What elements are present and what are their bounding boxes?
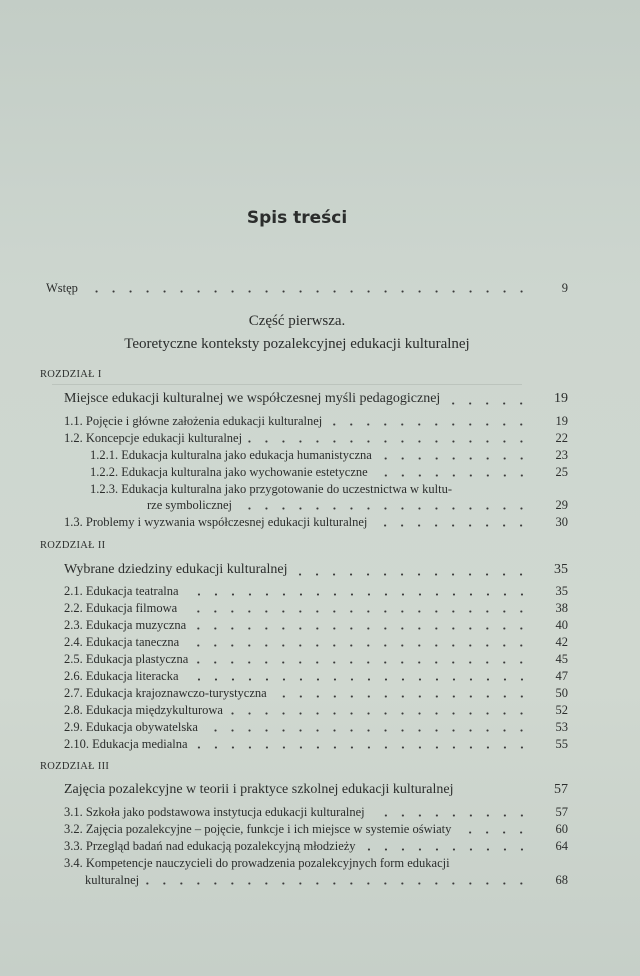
chapter-label: ROZDZIAŁ II xyxy=(40,540,106,551)
page-number: 53 xyxy=(555,720,568,734)
toc-entry xyxy=(64,838,568,854)
entry-label: 2.4. Edukacja taneczna xyxy=(64,635,180,649)
entry-label: 3.3. Przegląd badań nad edukacją pozalekcyjną młodzieży xyxy=(64,839,356,853)
page-number: 19 xyxy=(554,391,568,406)
page-number: 30 xyxy=(555,515,568,529)
divider xyxy=(52,384,522,385)
toc-entry xyxy=(64,651,568,667)
toc-entry xyxy=(64,702,568,718)
dot-leader xyxy=(328,414,530,426)
page-title: Spis treści xyxy=(246,208,348,228)
toc-entry xyxy=(64,514,568,530)
entry-label: 1.2.3. Edukacja kulturalna jako przygotowanie do uczestnictwa w kultu- xyxy=(90,482,453,496)
entry-label: 2.3. Edukacja muzyczna xyxy=(64,618,187,632)
page-number: 55 xyxy=(555,737,568,751)
toc-entry xyxy=(64,617,568,633)
entry-label: 2.8. Edukacja międzykulturowa xyxy=(64,703,223,717)
toc-entry-intro xyxy=(46,280,568,296)
dot-leader xyxy=(194,737,530,749)
chapter-title-row xyxy=(64,390,568,408)
page-number: 35 xyxy=(554,562,568,577)
entry-label: 1.2. Koncepcje edukacji kulturalnej xyxy=(64,431,243,445)
dot-leader xyxy=(204,720,530,732)
entry-label: 2.9. Edukacja obywatelska xyxy=(64,720,198,734)
dot-leader xyxy=(457,822,530,834)
toc-entry xyxy=(85,872,568,888)
dot-leader xyxy=(185,635,530,647)
chapter-title-row xyxy=(64,561,568,579)
page-number: 25 xyxy=(555,465,568,479)
dot-leader xyxy=(446,393,530,405)
page-number: 50 xyxy=(555,686,568,700)
entry-label-continued: rze symbolicznej xyxy=(147,498,233,512)
page-number: 29 xyxy=(555,498,568,512)
toc-entry xyxy=(64,821,568,837)
entry-label: 3.4. Kompetencje nauczycieli do prowadzenia pozalekcyjnych form edukacji xyxy=(64,856,450,870)
dot-leader xyxy=(229,703,530,715)
page-number: 22 xyxy=(555,431,568,445)
dot-leader xyxy=(185,669,530,681)
chapter-label: ROZDZIAŁ I xyxy=(40,369,102,380)
chapter-title: Zajęcia pozalekcyjne w teorii i praktyce szkolnej edukacji kulturalnej xyxy=(64,782,454,797)
dot-leader xyxy=(374,465,530,477)
toc-entry xyxy=(64,736,568,752)
chapter-label: ROZDZIAŁ III xyxy=(40,761,110,772)
entry-label: 2.1. Edukacja teatralna xyxy=(64,584,179,598)
toc-entry xyxy=(64,430,568,446)
page-number: 42 xyxy=(555,635,568,649)
toc-entry xyxy=(64,600,568,616)
entry-label: 1.2.1. Edukacja kulturalna jako edukacja humanistyczna xyxy=(90,448,372,462)
page-number: 9 xyxy=(561,281,568,295)
page-number: 40 xyxy=(555,618,568,632)
dot-leader xyxy=(371,805,530,817)
dot-leader xyxy=(378,448,530,460)
dot-leader xyxy=(183,601,530,613)
dot-leader xyxy=(192,618,530,630)
page-number: 57 xyxy=(554,782,568,797)
entry-label: 2.2. Edukacja filmowa xyxy=(64,601,178,615)
page-number: 57 xyxy=(555,805,568,819)
part-subtitle: Teoretyczne konteksty pozalekcyjnej edukacji kulturalnej xyxy=(124,336,470,352)
entry-label: 2.5. Edukacja plastyczna xyxy=(64,652,189,666)
chapter-title-row xyxy=(64,781,568,799)
entry-label: 1.1. Pojęcie i główne założenia edukacji kulturalnej xyxy=(64,414,323,428)
dot-leader xyxy=(248,431,530,443)
entry-label: 2.6. Edukacja literacka xyxy=(64,669,179,683)
dot-leader xyxy=(185,584,530,596)
page-number: 45 xyxy=(555,652,568,666)
dot-leader xyxy=(293,564,530,576)
entry-label-continued: kulturalnej xyxy=(85,873,140,887)
dot-leader xyxy=(238,498,530,510)
chapter-title: Miejsce edukacji kulturalnej we współczesnej myśli pedagogicznej xyxy=(64,391,441,406)
entry-label: 1.2.2. Edukacja kulturalna jako wychowanie estetyczne xyxy=(90,465,368,479)
page-number: 68 xyxy=(555,873,568,887)
dot-leader xyxy=(362,839,530,851)
entry-label: 3.2. Zajęcia pozalekcyjne – pojęcie, funkcje i ich miejsce w systemie oświaty xyxy=(64,822,452,836)
dot-leader xyxy=(273,686,530,698)
toc-entry xyxy=(64,804,568,820)
page-number: 38 xyxy=(555,601,568,615)
page-number: 52 xyxy=(555,703,568,717)
toc-entry xyxy=(147,497,568,513)
page-number: 23 xyxy=(555,448,568,462)
toc-entry xyxy=(64,413,568,429)
part-heading: Część pierwsza. xyxy=(248,313,346,329)
toc-entry xyxy=(64,685,568,701)
toc-entry xyxy=(90,464,568,480)
page-number: 47 xyxy=(555,669,568,683)
toc-entry xyxy=(64,719,568,735)
dot-leader xyxy=(145,873,530,885)
entry-label: 2.10. Edukacja medialna xyxy=(64,737,188,751)
toc-entry xyxy=(64,634,568,650)
toc-entry xyxy=(64,583,568,599)
entry-label: 3.1. Szkoła jako podstawowa instytucja edukacji kulturalnej xyxy=(64,805,365,819)
toc-entry xyxy=(90,447,568,463)
page-number: 64 xyxy=(555,839,568,853)
entry-label: Wstęp xyxy=(46,281,78,295)
entry-label: 1.3. Problemy i wyzwania współczesnej edukacji kulturalnej xyxy=(64,515,368,529)
page-number: 60 xyxy=(555,822,568,836)
chapter-title: Wybrane dziedziny edukacji kulturalnej xyxy=(64,562,288,577)
toc-entry xyxy=(64,668,568,684)
dot-leader xyxy=(194,652,530,664)
entry-label: 2.7. Edukacja krajoznawczo-turystyczna xyxy=(64,686,267,700)
dot-leader xyxy=(373,515,530,527)
dot-leader xyxy=(84,281,530,293)
page-number: 35 xyxy=(555,584,568,598)
page-number: 19 xyxy=(555,414,568,428)
